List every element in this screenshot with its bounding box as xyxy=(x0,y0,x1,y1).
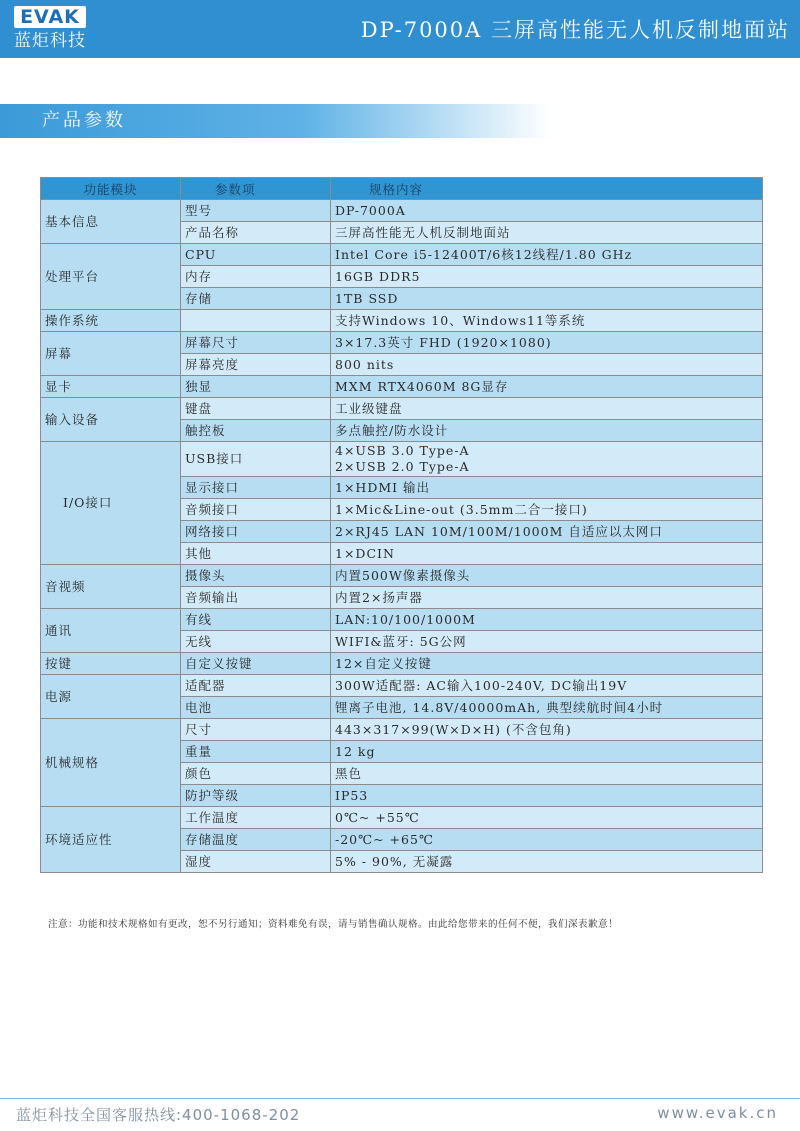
value-cell: DP-7000A xyxy=(331,200,763,222)
table-row xyxy=(41,200,763,222)
value-cell: 3×17.3英寸 FHD (1920×1080) xyxy=(331,332,763,354)
param-cell: 键盘 xyxy=(181,398,331,420)
document-title: DP-7000A 三屏高性能无人机反制地面站 xyxy=(360,18,790,42)
param-cell: 音频输出 xyxy=(181,587,331,609)
module-cell: 输入设备 xyxy=(41,398,181,442)
param-cell: 触控板 xyxy=(181,420,331,442)
value-cell: 300W适配器: AC输入100-240V, DC输出19V xyxy=(331,675,763,697)
param-cell: 重量 xyxy=(181,741,331,763)
module-cell: 环境适应性 xyxy=(41,807,181,873)
table-row xyxy=(41,244,763,266)
value-cell: 1×Mic&Line-out (3.5mm二合一接口) xyxy=(331,499,763,521)
param-cell: 电池 xyxy=(181,697,331,719)
section-title: 产品参数 xyxy=(42,110,126,131)
spec-table xyxy=(40,177,763,873)
table-row xyxy=(41,807,763,829)
table-header-row xyxy=(41,178,763,200)
value-cell: 0℃~ +55℃ xyxy=(331,807,763,829)
param-cell: 屏幕亮度 xyxy=(181,354,331,376)
table-row xyxy=(41,398,763,420)
param-cell: 独显 xyxy=(181,376,331,398)
module-cell: 音视频 xyxy=(41,565,181,609)
param-cell: 屏幕尺寸 xyxy=(181,332,331,354)
value-cell: 12 kg xyxy=(331,741,763,763)
value-cell: 1TB SSD xyxy=(331,288,763,310)
table-row xyxy=(41,653,763,675)
param-cell: 存储 xyxy=(181,288,331,310)
value-cell xyxy=(331,442,763,477)
table-row xyxy=(41,675,763,697)
logo-mark: EVAK xyxy=(14,6,86,28)
footer-divider xyxy=(0,1098,800,1099)
param-cell: 显示接口 xyxy=(181,477,331,499)
module-cell: 电源 xyxy=(41,675,181,719)
module-cell: 机械规格 xyxy=(41,719,181,807)
param-cell: 产品名称 xyxy=(181,222,331,244)
value-cell: 16GB DDR5 xyxy=(331,266,763,288)
param-cell: USB接口 xyxy=(181,442,331,477)
param-cell: 适配器 xyxy=(181,675,331,697)
value-cell: 支持Windows 10、Windows11等系统 xyxy=(331,310,763,332)
value-cell: 12×自定义按键 xyxy=(331,653,763,675)
table-row xyxy=(41,332,763,354)
value-cell: -20℃~ +65℃ xyxy=(331,829,763,851)
param-cell: 型号 xyxy=(181,200,331,222)
value-cell: LAN:10/100/1000M xyxy=(331,609,763,631)
disclaimer-note: 注意：功能和技术规格如有更改，恕不另行通知；资料难免有误，请与销售确认规格。由此给您带来的任何不便，我们深表歉意！ xyxy=(48,919,619,930)
module-cell: 屏幕 xyxy=(41,332,181,376)
param-cell: 防护等级 xyxy=(181,785,331,807)
module-cell: 操作系统 xyxy=(41,310,181,332)
value-cell: 1×DCIN xyxy=(331,543,763,565)
value-cell: 内置2×扬声器 xyxy=(331,587,763,609)
module-cell: 基本信息 xyxy=(41,200,181,244)
value-cell: Intel Core i5-12400T/6核12线程/1.80 GHz xyxy=(331,244,763,266)
value-cell: 5% - 90%, 无凝露 xyxy=(331,851,763,873)
param-cell: 存储温度 xyxy=(181,829,331,851)
value-cell: WIFI&蓝牙: 5G公网 xyxy=(331,631,763,653)
header-module: 功能模块 xyxy=(41,178,181,200)
logo-company-name: 蓝炬科技 xyxy=(14,31,86,51)
param-cell: 其他 xyxy=(181,543,331,565)
table-row xyxy=(41,609,763,631)
param-cell: 工作温度 xyxy=(181,807,331,829)
footer-hotline: 蓝炬科技全国客服热线:400-1068-202 xyxy=(16,1106,301,1124)
value-cell: MXM RTX4060M 8G显存 xyxy=(331,376,763,398)
module-cell: 处理平台 xyxy=(41,244,181,310)
value-cell: 2×RJ45 LAN 10M/100M/1000M 自适应以太网口 xyxy=(331,521,763,543)
param-cell: 网络接口 xyxy=(181,521,331,543)
value-cell: 443×317×99(W×D×H) (不含包角) xyxy=(331,719,763,741)
param-cell xyxy=(181,310,331,332)
param-cell: 内存 xyxy=(181,266,331,288)
table-row xyxy=(41,376,763,398)
module-cell: 按键 xyxy=(41,653,181,675)
module-cell: 通讯 xyxy=(41,609,181,653)
value-line: 4×USB 3.0 Type-A xyxy=(335,443,470,458)
param-cell: 无线 xyxy=(181,631,331,653)
footer-website-link[interactable]: www.evak.cn xyxy=(657,1104,778,1122)
value-cell: 三屏高性能无人机反制地面站 xyxy=(331,222,763,244)
param-cell: 摄像头 xyxy=(181,565,331,587)
param-cell: 湿度 xyxy=(181,851,331,873)
company-logo[interactable] xyxy=(14,6,94,52)
page-header xyxy=(0,0,800,58)
param-cell: CPU xyxy=(181,244,331,266)
header-param: 参数项 xyxy=(181,178,331,200)
param-cell: 音频接口 xyxy=(181,499,331,521)
value-cell: 工业级键盘 xyxy=(331,398,763,420)
value-cell: 黑色 xyxy=(331,763,763,785)
module-cell: 显卡 xyxy=(41,376,181,398)
section-banner xyxy=(0,104,552,138)
param-cell: 颜色 xyxy=(181,763,331,785)
table-row xyxy=(41,565,763,587)
value-cell: 锂离子电池, 14.8V/40000mAh, 典型续航时间4小时 xyxy=(331,697,763,719)
header-value: 规格内容 xyxy=(331,178,763,200)
table-row xyxy=(41,310,763,332)
module-cell: I/O接口 xyxy=(41,442,181,565)
value-cell: 多点触控/防水设计 xyxy=(331,420,763,442)
value-line: 2×USB 2.0 Type-A xyxy=(335,459,470,474)
value-cell: IP53 xyxy=(331,785,763,807)
value-cell: 内置500W像素摄像头 xyxy=(331,565,763,587)
value-cell: 1×HDMI 输出 xyxy=(331,477,763,499)
param-cell: 有线 xyxy=(181,609,331,631)
table-row xyxy=(41,719,763,741)
param-cell: 自定义按键 xyxy=(181,653,331,675)
table-row xyxy=(41,442,763,477)
param-cell: 尺寸 xyxy=(181,719,331,741)
value-cell: 800 nits xyxy=(331,354,763,376)
